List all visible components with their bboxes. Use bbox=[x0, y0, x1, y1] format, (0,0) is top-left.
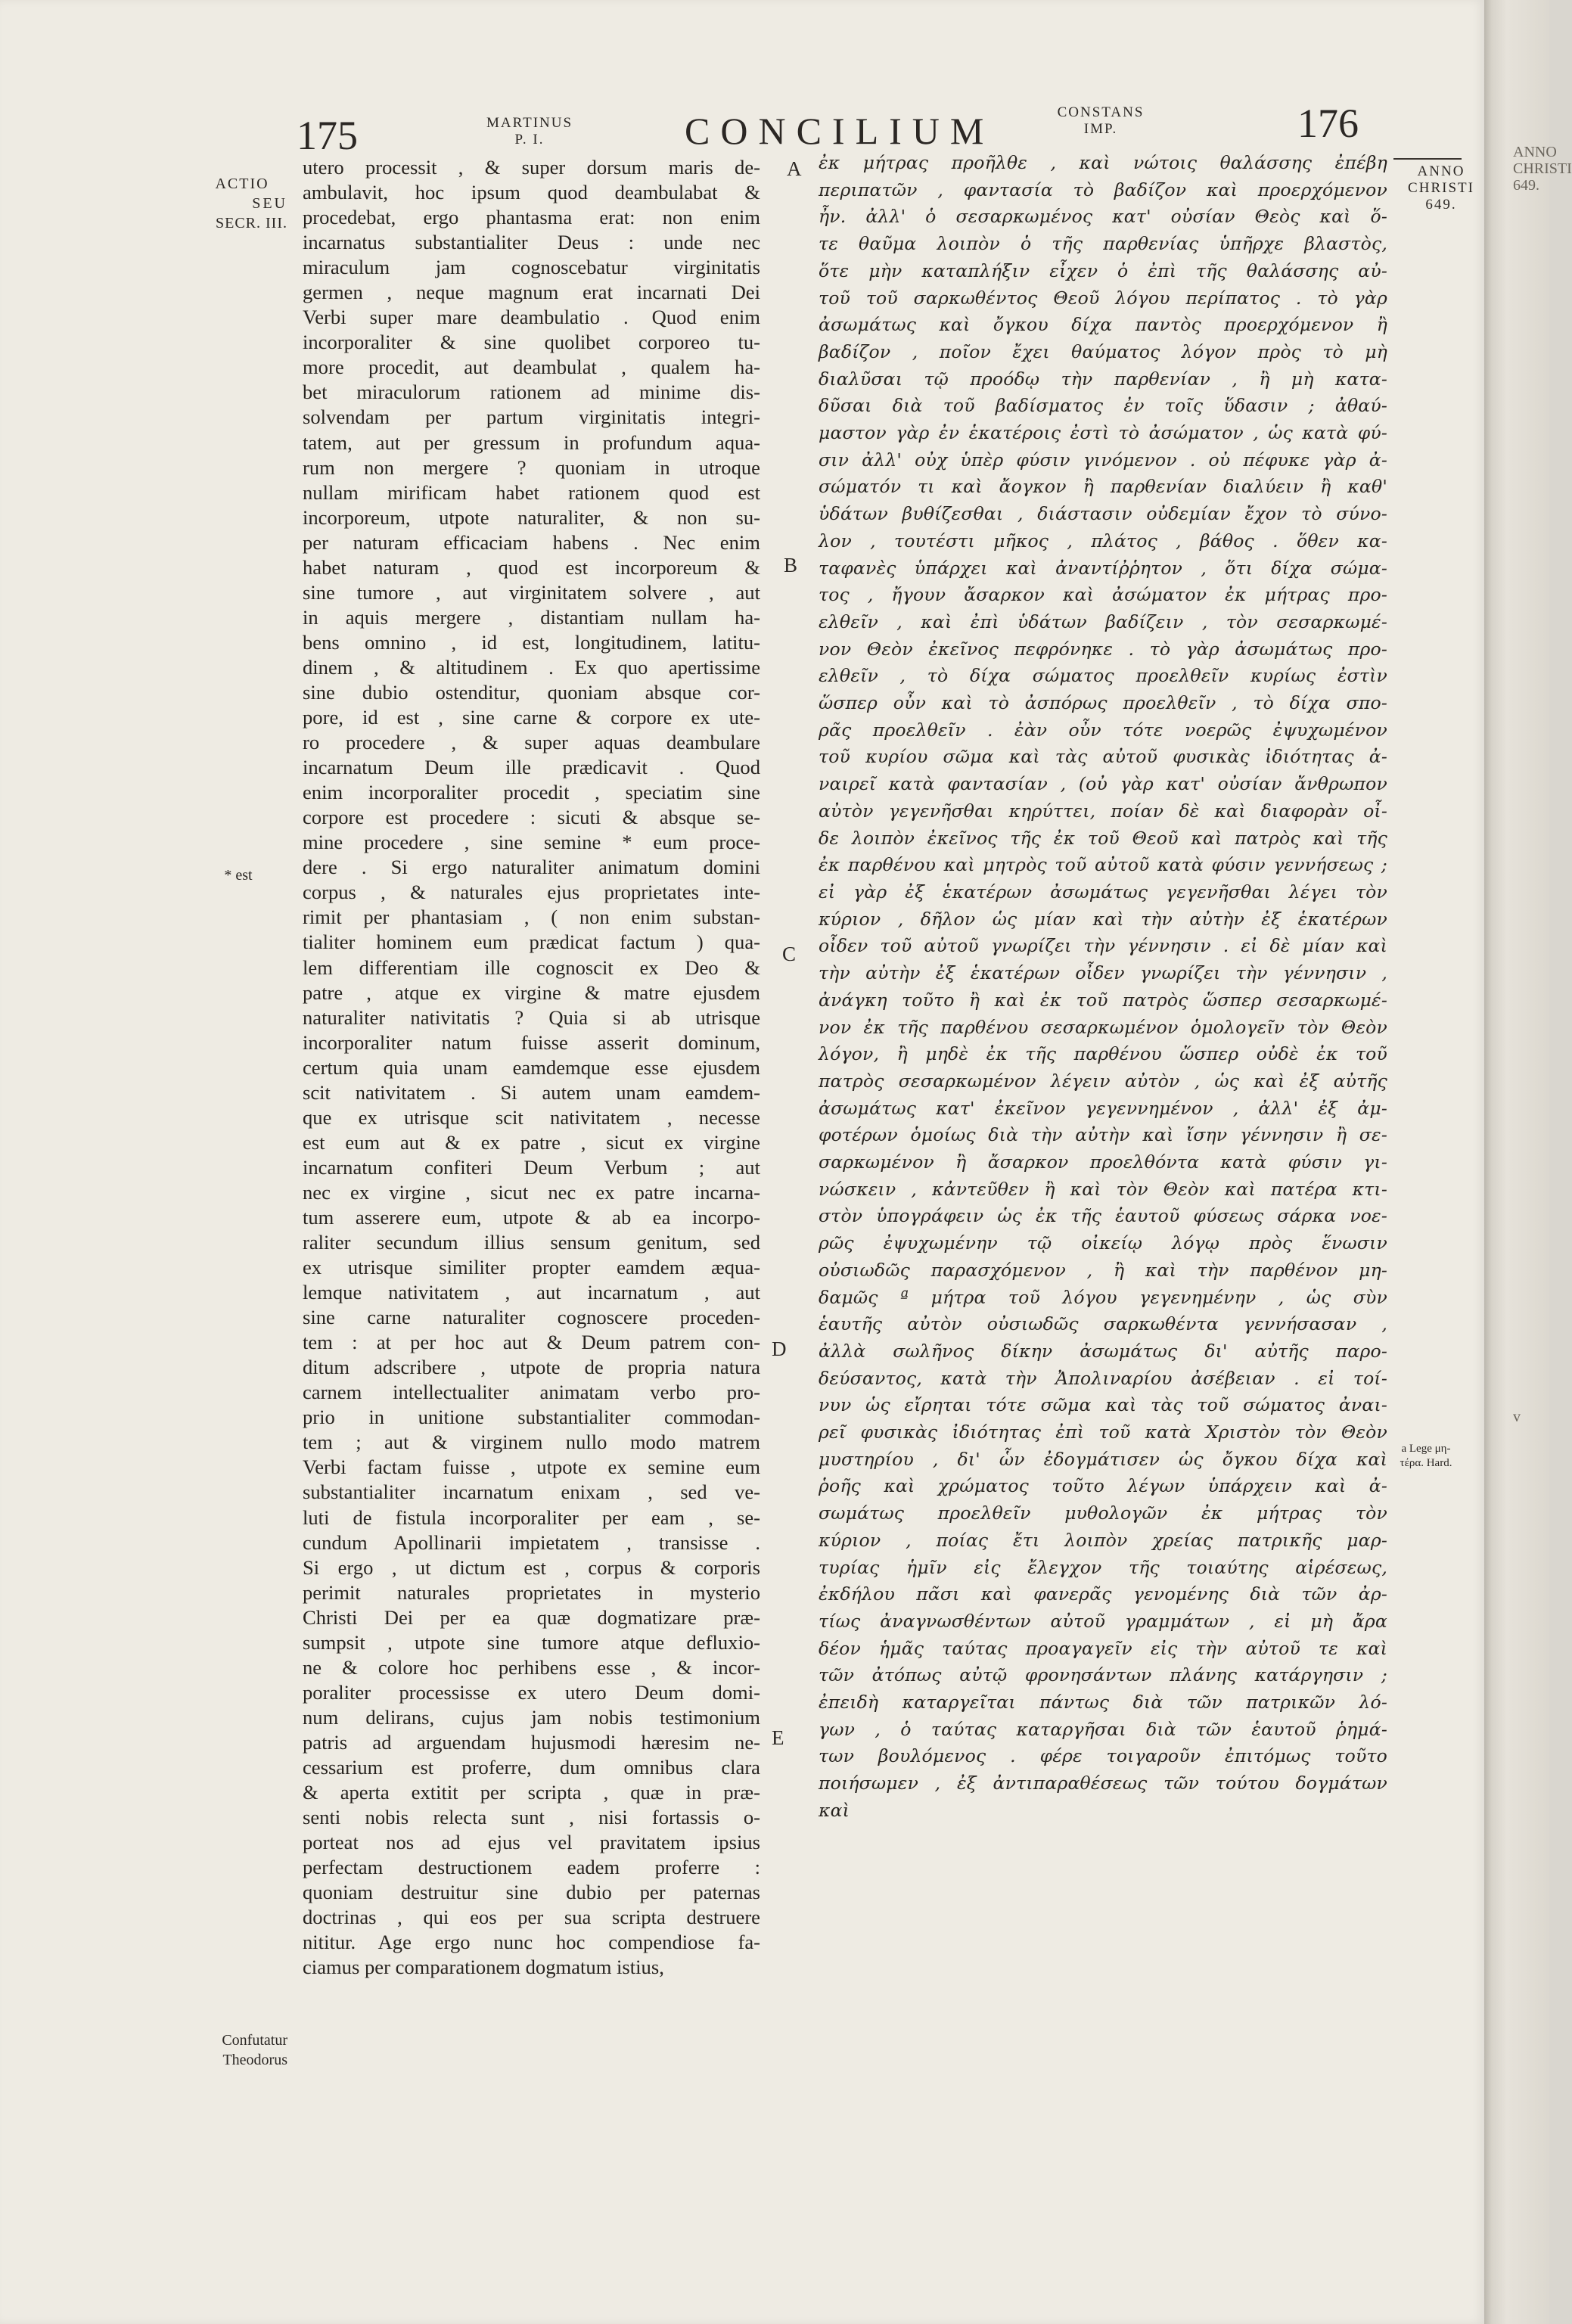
text-line: corpus , & naturales ejus proprietates inte- bbox=[303, 881, 760, 904]
page-title: CONCILIUM bbox=[685, 110, 995, 152]
text-line: tem : at per hoc aut & Deum patrem con- bbox=[303, 1331, 760, 1354]
text-line: ὅτε μὴν καταπλήξιν εἶχεν ὁ ἐπὶ τῆς θαλάσσης αὐ- bbox=[819, 259, 1387, 281]
lege-note-line-2: τέρα. Hard. bbox=[1400, 1457, 1452, 1469]
text-line: doctrinas , qui eos per sua scripta destruere bbox=[303, 1906, 760, 1929]
text-line: sine carne naturaliter cognoscere proceden- bbox=[303, 1306, 760, 1329]
text-line: utero processit , & super dorsum maris de- bbox=[303, 156, 760, 179]
latin-column bbox=[303, 155, 760, 1980]
text-line: ἑαυτῆς αὐτὸν οὐσιωδῶς σαρκωθέντα γεννήσασαν , bbox=[819, 1313, 1387, 1335]
text-line: Christi Dei per ea quæ dogmatizare præ- bbox=[303, 1605, 760, 1629]
text-line: dinem , & altitudinem . Ex quo apertissime bbox=[303, 655, 760, 679]
text-line: patris ad arguendam hujusmodi hæresim ne- bbox=[303, 1730, 760, 1754]
text-line: Si ergo , ut dictum est , corpus & corporis bbox=[303, 1555, 760, 1579]
text-line: δέον ἡμᾶς ταύτας προαγαγεῖν εἰς τὴν αὐτοῦ τε καὶ bbox=[819, 1637, 1387, 1659]
margin-asterisk-note: * est bbox=[224, 867, 253, 884]
text-line: germen , neque magnum erat incarnati Dei bbox=[303, 281, 760, 304]
text-line: sine tumore , aut virginitatem solvere , aut bbox=[303, 580, 760, 604]
text-line: νον ἐκ τῆς παρθένου σεσαρκωμένον ὁμολογεῖν τὸν Θεὸν bbox=[819, 1016, 1387, 1038]
margin-note-lege bbox=[1396, 1442, 1456, 1471]
text-line: ελθεῖν , τὸ δίχα σώματος προελθεῖν κυρίως ἐστὶν bbox=[819, 665, 1387, 687]
text-line: sumpsit , utpote sine tumore atque defluxio- bbox=[303, 1630, 760, 1654]
running-head-martinus: MARTINUS bbox=[486, 115, 573, 131]
text-line: nititur. Age ergo nunc hoc compendiose fa- bbox=[303, 1931, 760, 1954]
text-line: δαμῶς ª μήτρα τοῦ λόγου γεγενημένην , ὡς σὺν bbox=[819, 1286, 1387, 1308]
text-line: incarnatus substantialiter Deus : unde nec bbox=[303, 231, 760, 254]
text-line: μυστηρίου , δι' ὧν ἐδογμάτισεν ὡς ὄγκου δίχα καὶ bbox=[819, 1448, 1387, 1470]
text-line: procedebat, ergo phantasma erat: non enim bbox=[303, 206, 760, 229]
text-line: incarnatum Deum ille prædicavit . Quod bbox=[303, 756, 760, 779]
text-line: ναιρεῖ κατὰ φαντασίαν , (οὐ γὰρ κατ' οὐσίαν ἄνθρωπον bbox=[819, 773, 1387, 795]
text-line: sine dubio ostenditur, quoniam absque cor- bbox=[303, 680, 760, 704]
running-head-left bbox=[484, 115, 575, 148]
text-line: των βουλόμενος . φέρε τοιγαροῦν ἐπιτόμως τοῦτο bbox=[819, 1745, 1387, 1767]
edge-christi-text: CHRISTI bbox=[1513, 160, 1572, 177]
text-line: patre , atque ex virgine & matre ejusdem bbox=[303, 980, 760, 1004]
text-line: νυν ὡς εἴρηται τότε σῶμα καὶ τὰς τοῦ σώματος ἀναι- bbox=[819, 1394, 1387, 1416]
text-line: τε θαῦμα λοιπὸν ὁ τῆς παρθενίας ὑπῆρχε βλαστὸς, bbox=[819, 233, 1387, 255]
text-line: tialiter hominem eum prædicat factum ) qua- bbox=[303, 931, 760, 954]
text-line: carnem intellectualiter animatam verbo pro- bbox=[303, 1381, 760, 1404]
text-line: λον , τουτέστι μῆκος , πλάτος , βάθος . ὅθεν κα- bbox=[819, 530, 1387, 551]
text-line: miraculum jam cognoscebatur virginitatis bbox=[303, 256, 760, 279]
text-line: pore, id est , sine carne & corpore ex ute- bbox=[303, 706, 760, 729]
text-line: num delirans, cujus jam nobis testimonium bbox=[303, 1705, 760, 1729]
text-line: ἀσωμάτως καὶ ὄγκου δίχα παντὸς προερχόμενον ἢ bbox=[819, 314, 1387, 336]
text-line: σωμάτως προελθεῖν μυθολογῶν ἐκ μήτρας τὸν bbox=[819, 1502, 1387, 1524]
text-line: τοῦ τοῦ σαρκωθέντος Θεοῦ λόγου περίπατος . τὸ γὰρ bbox=[819, 287, 1387, 309]
text-line: ἐπειδὴ καταργεῖται πάντως διὰ τῶν πατρικῶν λό- bbox=[819, 1692, 1387, 1713]
text-line: στὸν ὑπογράφειν ὡς ἐκ τῆς ἑαυτοῦ φύσεως σάρκα νοε- bbox=[819, 1205, 1387, 1227]
text-line: ὥσπερ οὖν καὶ τὸ ἀσπόρως προελθεῖν , τὸ δίχα σπο- bbox=[819, 692, 1387, 714]
text-line: ὑδάτων βυθίζεσθαι , διάστασιν οὐδεμίαν ἔχον τὸ σύνο- bbox=[819, 503, 1387, 525]
text-line: corpore est procedere : sicuti & absque se- bbox=[303, 806, 760, 829]
text-line: ρῶς ἐψυχωμένην τῷ οἰκείῳ λόγῳ πρὸς ἕνωσιν bbox=[819, 1232, 1387, 1254]
text-line: cessarium est proferre, dum omnibus clara bbox=[303, 1756, 760, 1779]
text-line: ἐκ μήτρας προῆλθε , καὶ νώτοις θαλάσσης ἐπέβη bbox=[819, 152, 1387, 173]
lege-note-line-1: a Lege μη- bbox=[1401, 1443, 1451, 1455]
text-line: incarnatum confiteri Deum Verbum ; aut bbox=[303, 1155, 760, 1179]
text-line: περιπατῶν , φαντασία τὸ βαδίζον καὶ προερχόμενον bbox=[819, 179, 1387, 200]
text-line: certum quia unam eamdemque esse ejusdem bbox=[303, 1055, 760, 1079]
text-line: ἐκ παρθένου καὶ μητρὸς τοῦ αὐτοῦ κατὰ φύσιν γεννήσεως ; bbox=[819, 854, 1387, 876]
text-line: ῥοῆς καὶ χρώματος τοῦτο λέγων ὑπάρχειν καὶ ἀ- bbox=[819, 1475, 1387, 1497]
text-line: μαστον γὰρ ἐν ἑκατέροις ἐστὶ τὸ ἀσώματον , ὡς κατὰ φύ- bbox=[819, 422, 1387, 444]
text-line: εἰ γὰρ ἐξ ἑκατέρων ἀσωμάτως γεγενῆσθαι λέγει τὸν bbox=[819, 881, 1387, 903]
section-letter-e: E bbox=[772, 1726, 784, 1749]
page-number-right: 176 bbox=[1297, 101, 1359, 146]
text-line: prio in unitione substantialiter commodan- bbox=[303, 1406, 760, 1429]
facing-page-anno-label bbox=[1513, 144, 1572, 194]
text-line: κύριον , ποίας ἔτι λοιπὸν χρείας πατρικῆς μαρ- bbox=[819, 1529, 1387, 1551]
text-line: dere . Si ergo naturaliter animatum domini bbox=[303, 856, 760, 879]
text-line: Verbi factam fuisse , utpote ex semine eum bbox=[303, 1456, 760, 1479]
text-line: οὐσιωδῶς παρασχόμενον , ἢ καὶ τὴν παρθένον μη- bbox=[819, 1259, 1387, 1281]
text-line: raliter secundum illius sensum genitum, sed bbox=[303, 1231, 760, 1254]
text-line: ἀνάγκη τοῦτο ἢ καὶ ἐκ τοῦ πατρὸς ὥσπερ σεσαρκωμέ- bbox=[819, 989, 1387, 1011]
text-line: & aperta extitit per scripta , quæ in præ- bbox=[303, 1781, 760, 1804]
christi-text: CHRISTI bbox=[1408, 180, 1474, 196]
text-line: ρᾶς προελθεῖν . ἐὰν οὖν τότε νοερῶς ἐψυχωμένον bbox=[819, 719, 1387, 741]
anno-christi-block bbox=[1400, 163, 1483, 213]
section-letter-c: C bbox=[782, 943, 797, 965]
text-line: rum non mergere ? quoniam in utroque bbox=[303, 455, 760, 479]
text-line: ποιήσωμεν , ἐξ ἀντιπαραθέσεως τῶν τούτου δογμάτων bbox=[819, 1773, 1387, 1794]
text-line: lem differentiam ille cognoscit ex Deo & bbox=[303, 955, 760, 979]
section-letter-b: B bbox=[784, 554, 798, 576]
text-line: τυρίας ἡμῖν εἰς ἔλεγχον τῆς τοιαύτης αἱρέσεως, bbox=[819, 1556, 1387, 1578]
text-line: luti de fistula incorporaliter per eam , se- bbox=[303, 1505, 760, 1529]
text-line: Verbi super mare deambulatio . Quod enim bbox=[303, 306, 760, 329]
text-line: φοτέρων ὁμοίως διὰ τὴν αὐτὴν καὶ ἴσην γέννησιν ἢ σε- bbox=[819, 1124, 1387, 1146]
text-line: ἀσωμάτως κατ' ἐκεῖνον γεγεννημένον , ἀλλ' ἐξ ἀμ- bbox=[819, 1097, 1387, 1119]
text-line: incorporaliter & sine quolibet corporeo tu- bbox=[303, 331, 760, 354]
text-line: que ex utrisque scit nativitatem , necesse bbox=[303, 1105, 760, 1129]
text-line: οἶδεν τοῦ αὐτοῦ γνωρίζει τὴν γέννησιν . εἰ δὲ μίαν καὶ bbox=[819, 935, 1387, 957]
running-head-right bbox=[1052, 104, 1150, 138]
margin-confutatur-line: Confutatur bbox=[222, 2032, 287, 2049]
margin-seu-line: SEU bbox=[252, 195, 287, 212]
text-line: ro procedere , & super aquas deambulare bbox=[303, 731, 760, 754]
running-head-constans: CONSTANS bbox=[1057, 104, 1145, 120]
section-letter-d: D bbox=[772, 1338, 787, 1360]
text-line: nec ex virgine , sicut nec ex patre incarna- bbox=[303, 1180, 760, 1204]
text-line: substantialiter incarnatum enixam , sed ve- bbox=[303, 1480, 760, 1504]
text-line: σαρκωμένον ἢ ἄσαρκον προελθόντα κατὰ φύσιν γι- bbox=[819, 1151, 1387, 1173]
text-line: ελθεῖν , καὶ ἐπὶ ὑδάτων βαδίζειν , τὸν σεσαρκωμέ- bbox=[819, 611, 1387, 632]
text-line: δεύσαντος, κατὰ τὴν Ἀπολιναρίου ἀσέβειαν . εἰ τοί- bbox=[819, 1367, 1387, 1389]
text-line: τοῦ κυρίου σῶμα καὶ τὰς αὐτοῦ φυσικὰς ἰδιότητας ἀ- bbox=[819, 746, 1387, 768]
text-line: nullam mirificam habet rationem quod est bbox=[303, 480, 760, 504]
text-line: tum asserere eum, utpote & ab ea incorpo- bbox=[303, 1205, 760, 1229]
text-line: tatem, aut per gressum in profundum aqua- bbox=[303, 430, 760, 454]
header-rule bbox=[1393, 158, 1462, 160]
text-line: βαδίζον , ποῖον ἔχει θαύματος λόγον πρὸς τὸ μὴ bbox=[819, 340, 1387, 362]
text-line: ἀλλὰ σωλῆνος δίκην ἀσωμάτως δι' αὐτῆς παρο- bbox=[819, 1340, 1387, 1362]
text-line: διαλῦσαι τῷ προόδῳ τὴν παρθενίαν , ἢ μὴ κατα- bbox=[819, 368, 1387, 390]
text-line: poraliter processisse ex utero Deum domi- bbox=[303, 1680, 760, 1704]
margin-actio bbox=[197, 174, 287, 233]
text-line: ἐκδήλου πᾶσι καὶ φανερᾶς γενομένης διὰ τῶν ἀρ- bbox=[819, 1583, 1387, 1605]
text-line: mine procedere , sine semine * eum proce- bbox=[303, 831, 760, 854]
text-line: cundum Apollinarii impietatem , transisse . bbox=[303, 1530, 760, 1554]
text-line: γων , ὁ ταύτας καταργῆσαι διὰ τῶν ἑαυτοῦ ῥημά- bbox=[819, 1718, 1387, 1740]
edge-year-text: 649. bbox=[1513, 177, 1539, 194]
year-text: 649. bbox=[1425, 197, 1457, 213]
facing-page-edge bbox=[1484, 0, 1572, 2324]
text-line: more procedit, aut deambulat , qualem ha- bbox=[303, 356, 760, 379]
text-line: incorporaliter natum fuisse asserit dominum, bbox=[303, 1030, 760, 1054]
text-line: ρεῖ φυσικὰς ἰδιότητας ἐπὶ τοῦ κατὰ Χριστὸν τὸν Θεὸν bbox=[819, 1421, 1387, 1443]
text-line: τῶν ἀτόπως αὐτῷ φρονησάντων πλάνης κατάργησιν ; bbox=[819, 1664, 1387, 1686]
text-line: per naturam efficaciam habens . Nec enim bbox=[303, 530, 760, 554]
text-line: bet miraculorum rationem ad minime dis- bbox=[303, 381, 760, 404]
text-line: porteat nos ad ejus vel pravitatem ipsius bbox=[303, 1831, 760, 1854]
text-line: σώματόν τι καὶ ἄογκον ἢ παρθενίαν διαλύειν ἢ καθ' bbox=[819, 476, 1387, 498]
margin-theodorus-line: Theodorus bbox=[222, 2052, 287, 2068]
text-line: σιν ἀλλ' οὐχ ὑπὲρ φύσιν γινόμενον . οὐ πέφυκε γὰρ ἀ- bbox=[819, 449, 1387, 471]
margin-actio-line: ACTIO bbox=[215, 176, 269, 192]
text-line: τίως ἀναγνωσθέντων αὐτοῦ γραμμάτων , εἰ μὴ ἄρα bbox=[819, 1610, 1387, 1632]
text-line: quoniam destruitur sine dubio per paternas bbox=[303, 1881, 760, 1904]
text-line: ex utrisque similiter propter eamdem æqua- bbox=[303, 1256, 760, 1279]
section-letter-a: A bbox=[787, 157, 802, 180]
text-line: in aquis mergere , distantiam nullam ha- bbox=[303, 605, 760, 629]
text-line: δῦσαι διὰ τοῦ βαδίσματος ἐν τοῖς ὕδασιν ; ἀθαύ- bbox=[819, 395, 1387, 417]
text-line: ciamus per comparationem dogmatum istius, bbox=[303, 1956, 664, 1979]
text-line: bens omnino , id est, longitudinem, latitu- bbox=[303, 630, 760, 654]
running-head-pope: P. I. bbox=[514, 132, 545, 148]
text-line: habet naturam , quod est incorporeum & bbox=[303, 555, 760, 579]
text-line: ne & colore hoc perhibens esse , & incor- bbox=[303, 1655, 760, 1679]
text-line: τος , ἤγουν ἄσαρκον καὶ ἀσώματον ἐκ μήτρας προ- bbox=[819, 584, 1387, 606]
text-line: solvendam per partum virginitatis integri- bbox=[303, 405, 760, 429]
greek-column bbox=[819, 150, 1387, 1825]
text-line: πατρὸς σεσαρκωμένον λέγειν αὐτὸν , ὡς καὶ ἐξ αὐτῆς bbox=[819, 1070, 1387, 1092]
margin-confutatur bbox=[182, 2030, 287, 2070]
text-line: ditum adscribere , utpote de propria natura bbox=[303, 1356, 760, 1379]
text-line: δε λοιπὸν ἐκεῖνος τῆς ἐκ τοῦ Θεοῦ καὶ πατρὸς καὶ τῆς bbox=[819, 827, 1387, 849]
text-line: perimit naturales proprietates in mysterio bbox=[303, 1580, 760, 1604]
text-line: ταφανὲς ὑπάρχει καὶ ἀναντίῤῥητον , ὅτι δίχα σώμα- bbox=[819, 557, 1387, 579]
text-line: καὶ bbox=[819, 1799, 850, 1821]
text-line: αὐτὸν γεγενῆσθαι κηρύττει, ποίαν δὲ καὶ διαφορὰν οἶ- bbox=[819, 800, 1387, 822]
running-head-imp: IMP. bbox=[1083, 121, 1118, 137]
text-line: λόγον, ἢ μηδὲ ἐκ τῆς παρθένου ὥσπερ οὐδὲ ἐκ τοῦ bbox=[819, 1043, 1387, 1065]
facing-page-letter: v bbox=[1513, 1409, 1521, 1425]
anno-text: ANNO bbox=[1417, 163, 1465, 179]
text-line: enim incorporaliter procedit , speciatim sine bbox=[303, 781, 760, 804]
text-line: νον Θεὸν ἐκεῖνος πεφρόνηκε . τὸ γὰρ ἀσωμάτως προ- bbox=[819, 638, 1387, 660]
text-line: lemque nativitatem , aut incarnatum , aut bbox=[303, 1281, 760, 1304]
text-line: naturaliter nativitatis ? Quia si ab utrisque bbox=[303, 1005, 760, 1029]
text-line: scit nativitatem . Si autem unam eamdem- bbox=[303, 1080, 760, 1104]
text-line: ambulavit, hoc ipsum quod deambulabat & bbox=[303, 181, 760, 204]
page-number-left: 175 bbox=[297, 113, 358, 158]
margin-secr-line: SECR. III. bbox=[216, 215, 287, 231]
text-line: tem ; aut & virginem nullo modo matrem bbox=[303, 1431, 760, 1454]
edge-anno-text: ANNO bbox=[1513, 144, 1557, 160]
text-line: incorporeum, utpote naturaliter, & non su- bbox=[303, 505, 760, 529]
text-line: rimit per phantasiam , ( non enim substan- bbox=[303, 906, 760, 929]
text-line: τὴν αὐτὴν ἐξ ἑκατέρων οἶδεν γνωρίζει τὴν γέννησιν , bbox=[819, 962, 1387, 984]
text-line: κύριον , δῆλον ὡς μίαν καὶ τὴν αὐτὴν ἐξ ἑκατέρων bbox=[819, 908, 1387, 930]
text-line: senti nobis relecta sunt , nisi fortassis o- bbox=[303, 1806, 760, 1829]
text-line: est eum aut & ex patre , sicut ex virgine bbox=[303, 1130, 760, 1154]
text-line: νώσκειν , κἀντεῦθεν ἢ καὶ τὸν Θεὸν καὶ πατέρα κτι- bbox=[819, 1178, 1387, 1200]
text-line: perfectam destructionem eadem proferre : bbox=[303, 1856, 760, 1879]
text-line: ἦν. ἀλλ' ὁ σεσαρκωμένος κατ' οὐσίαν Θεὸς καὶ ὅ- bbox=[819, 206, 1387, 228]
